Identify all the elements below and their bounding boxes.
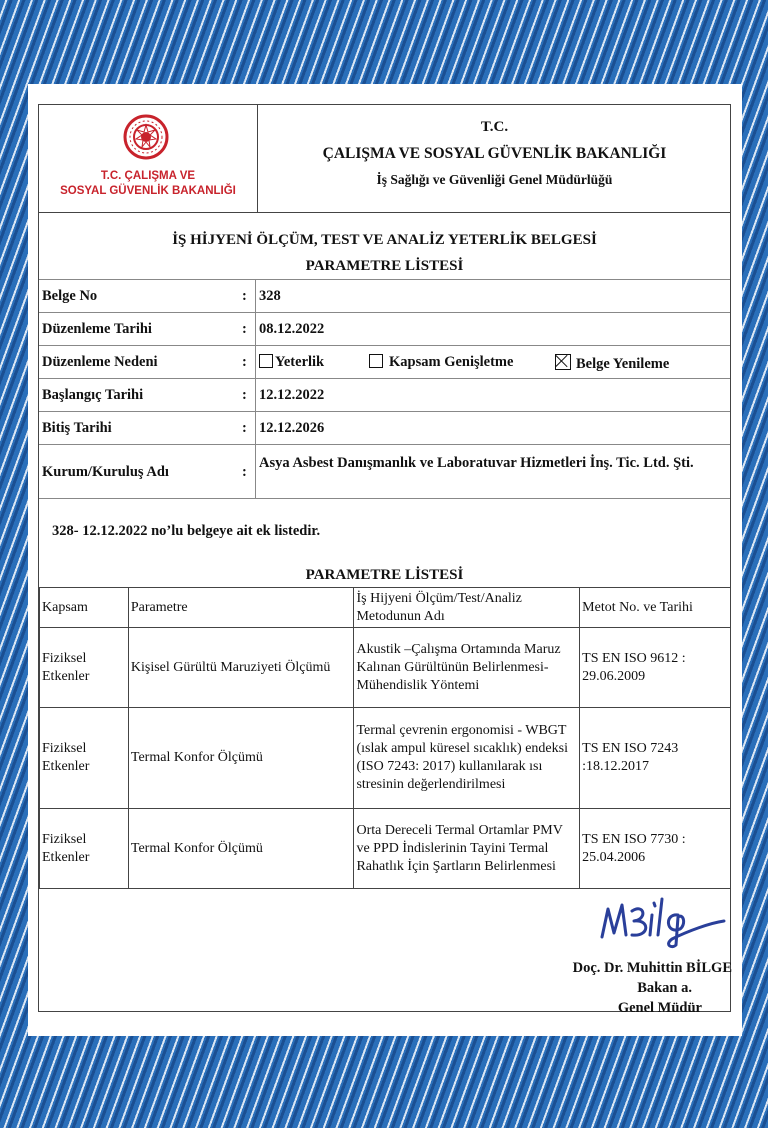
cell-metod: Akustik –Çalışma Ortamında Maruz Kalınan Gürültünün Belirlenmesi- Mühendislik Yöntemi <box>354 628 580 708</box>
table-header-row <box>40 588 731 628</box>
duzenleme-tarihi-value: 08.12.2022 <box>259 321 325 337</box>
baslangic-value: 12.12.2022 <box>259 387 325 403</box>
baslangic-label: Başlangıç Tarihi <box>42 387 144 403</box>
divider <box>255 346 256 379</box>
divider <box>255 280 256 313</box>
option-yeterlik <box>259 354 324 371</box>
kurum-label: Kurum/Kuruluş Adı <box>42 464 169 480</box>
cell-kapsam: Fiziksel Etkenler <box>40 628 129 708</box>
logo-cell <box>39 105 258 212</box>
tc-label: T.C. <box>480 119 509 135</box>
signatory-name: Doç. Dr. Muhittin BİLGE <box>572 960 732 976</box>
info-row-bitis <box>39 411 730 445</box>
parameter-table <box>39 587 731 889</box>
logo-text-line1: T.C. ÇALIŞMA VE <box>100 170 196 182</box>
ministry-name: ÇALIŞMA VE SOSYAL GÜVENLİK BAKANLIĞI <box>322 145 667 162</box>
colon: : <box>242 420 247 436</box>
checkbox-empty-icon <box>369 354 383 368</box>
cell-parametre: Kişisel Gürültü Maruziyeti Ölçümü <box>128 628 354 708</box>
bitis-label: Bitiş Tarihi <box>42 420 112 436</box>
info-row-belge-no <box>39 279 730 313</box>
info-row-duzenleme-nedeni <box>39 345 730 379</box>
colon: : <box>242 354 247 370</box>
header <box>39 105 730 213</box>
cell-parametre: Termal Konfor Ölçümü <box>128 708 354 809</box>
duzenleme-nedeni-label: Düzenleme Nedeni <box>42 354 158 370</box>
document-titles <box>39 212 730 279</box>
divider <box>255 445 256 498</box>
cell-metot-no: TS EN ISO 9612 : 29.06.2009 <box>580 628 731 708</box>
certificate-title: İŞ HİJYENİ ÖLÇÜM, TEST VE ANALİZ YETERLİK BELGESİ <box>172 232 597 248</box>
colon: : <box>242 288 247 304</box>
cell-parametre: Termal Konfor Ölçümü <box>128 809 354 889</box>
header-metod: İş Hijyeni Ölçüm/Test/Analiz Metodunun Adı <box>354 588 580 628</box>
option-kapsam-label: Kapsam Genişletme <box>389 354 514 370</box>
option-yenileme-label: Belge Yenileme <box>576 356 670 372</box>
belge-no-label: Belge No <box>42 288 98 304</box>
divider <box>255 313 256 346</box>
logo-text-line2: SOSYAL GÜVENLİK BAKANLIĞI <box>60 185 236 197</box>
option-kapsam <box>369 354 513 371</box>
divider <box>255 412 256 445</box>
table-row <box>40 809 731 889</box>
info-row-kurum <box>39 444 730 499</box>
signature-scribble-icon <box>592 889 732 949</box>
ministry-logo-icon <box>123 114 169 160</box>
belge-no-value: 328 <box>259 288 281 304</box>
cell-kapsam: Fiziksel Etkenler <box>40 708 129 809</box>
certificate-frame <box>38 104 732 1016</box>
cell-metod: Orta Dereceli Termal Ortamlar PMV ve PPD İndislerinin Tayini Termal Rahatlık İçin Şartların Belirlenmesi <box>354 809 580 889</box>
parameter-list-title: PARAMETRE LİSTESİ <box>305 567 464 583</box>
header-metot-no: Metot No. ve Tarihi <box>580 588 731 628</box>
cell-metot-no: TS EN ISO 7243 :18.12.2017 <box>580 708 731 809</box>
duzenleme-tarihi-label: Düzenleme Tarihi <box>42 321 152 337</box>
directorate-name: İş Sağlığı ve Güvenliği Genel Müdürlüğü <box>376 172 613 187</box>
info-row-duzenleme-tarihi <box>39 312 730 346</box>
cell-metot-no: TS EN ISO 7730 : 25.04.2006 <box>580 809 731 889</box>
header-kapsam: Kapsam <box>40 588 129 628</box>
colon: : <box>242 464 247 480</box>
table-row <box>40 708 731 809</box>
header-parametre: Parametre <box>128 588 354 628</box>
checkbox-checked-icon <box>555 354 571 370</box>
bitis-value: 12.12.2026 <box>259 420 325 436</box>
signatory-title1: Bakan a. <box>637 980 692 996</box>
divider <box>255 379 256 412</box>
ministry-heading <box>257 105 732 212</box>
document-page <box>28 84 742 1036</box>
kurum-value: Asya Asbest Danışmanlık ve Laboratuvar Hizmetleri İnş. Tic. Ltd. Şti. <box>259 455 694 471</box>
cell-kapsam: Fiziksel Etkenler <box>40 809 129 889</box>
annex-note: 328- 12.12.2022 no’lu belgeye ait ek listedir. <box>52 523 321 539</box>
option-yenileme <box>555 354 669 373</box>
option-yeterlik-label: Yeterlik <box>275 354 325 370</box>
cell-metod: Termal çevrenin ergonomisi - WBGT (ıslak ampul küresel sıcaklık) endeksi (ISO 7243: 2017) kullanılarak ısı stresinin değerlendirilmesi <box>354 708 580 809</box>
info-row-baslangic <box>39 378 730 412</box>
colon: : <box>242 321 247 337</box>
colon: : <box>242 387 247 403</box>
table-row <box>40 628 731 708</box>
signatory-title2: Genel Müdür <box>617 1000 702 1016</box>
checkbox-empty-icon <box>259 354 273 368</box>
certificate-subtitle: PARAMETRE LİSTESİ <box>305 258 464 274</box>
